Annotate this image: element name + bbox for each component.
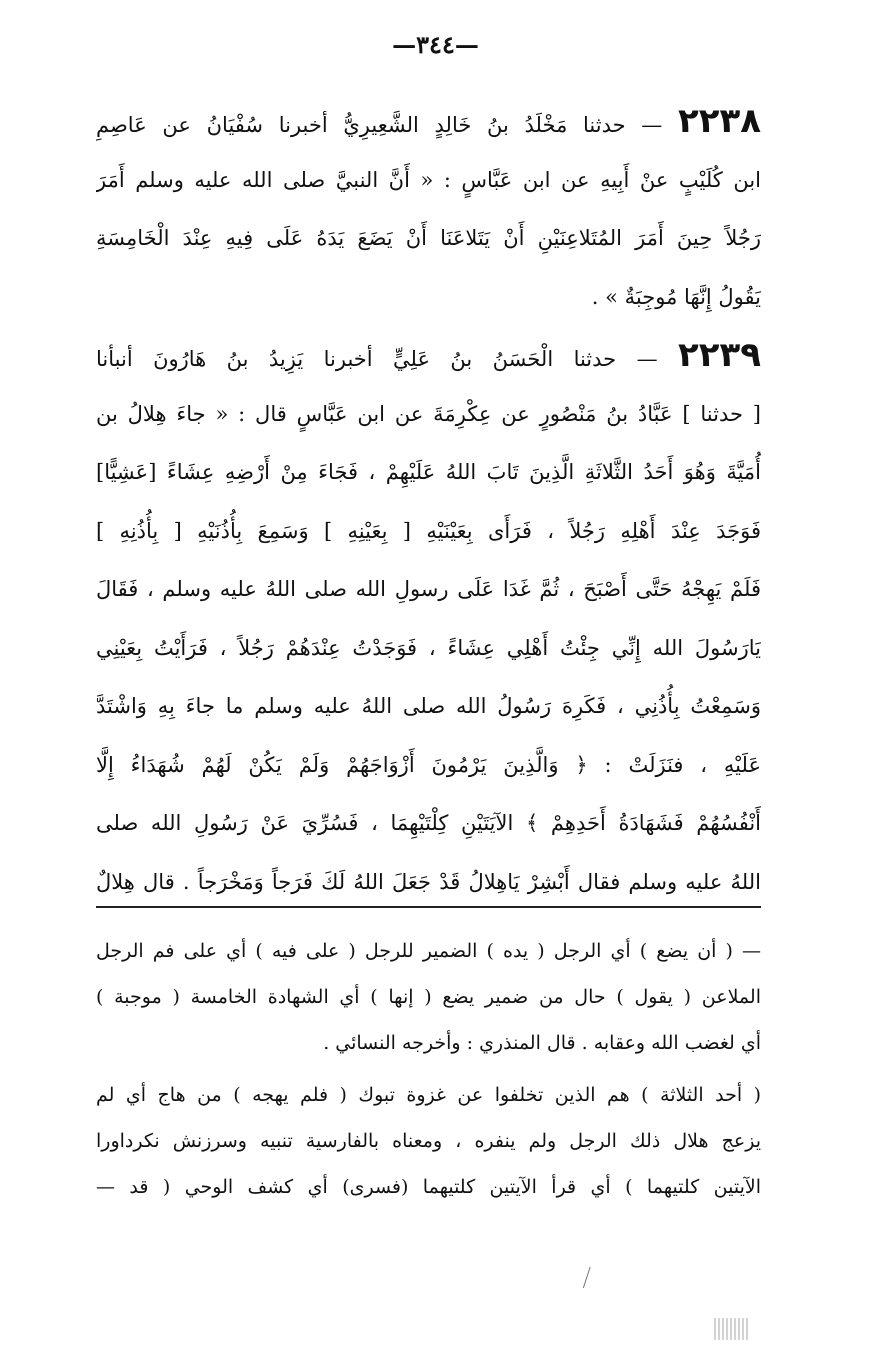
text-line (96, 443, 761, 502)
line-text: أَنْفُسُهُمْ فَشَهَادَةُ أَحَدِهِمْ ﴾ الآيَتَيْنِ كِلْتَيْهِمَا ، فَسُرِّيَ عَنْ رَسُولِ الله صلى (96, 811, 761, 835)
footnotes (96, 928, 761, 1210)
text-line (96, 736, 761, 795)
line-text: — حدثنا مَخْلَدُ بنُ خَالِدٍ الشَّعِيرِيُّ أخبرنا سُفْيَانُ عن عَاصِمِ (96, 113, 678, 137)
hadith-number: ٢٢٣٩ (677, 335, 761, 375)
line-text: وَسَمِعْتُ بِأُذُنِي ، فَكَرِهَ رَسُولُ الله صلى اللهُ عليه وسلم ما جاءَ بِهِ وَاشْتَدَّ (96, 694, 761, 718)
footnote-line: الملاعن ( يقول ) حال من ضمير يضع ( إنها ) أي الشهادة الخامسة ( موجبة ) (96, 986, 761, 1008)
text-line (96, 502, 761, 561)
text-line (96, 677, 761, 736)
line-text: يَارَسُولَ الله إِنِّي جِئْتُ أَهْلِي عِشَاءً ، فَوَجَدْتُ عِنْدَهُمْ رَجُلاً ، فَرَأَيْتُ بِعَيْنِي (96, 635, 761, 660)
footnote-line: أي لغضب الله وعقابه . قال المنذري : وأخرجه النسائي . (323, 1032, 761, 1054)
text-line (96, 326, 761, 385)
line-text: رَجُلاً حِينَ أَمَرَ المُتَلاعِنَيْنِ أَنْ يَتَلاعَنَا أَنْ يَضَعَ يَدَهُ عَلَى فِيهِ عِنْدَ الْخَامِسَةِ (96, 226, 761, 250)
scan-smudge (714, 1318, 748, 1340)
text-line (96, 151, 761, 210)
text-line (96, 385, 761, 444)
hadith-text (96, 92, 761, 911)
text-line (96, 619, 761, 678)
text-line (96, 209, 761, 268)
text-line (96, 794, 761, 853)
stray-pen-mark (583, 1267, 600, 1291)
page-number: —٣٤٤— (392, 30, 479, 59)
line-text: [ حدثنا ] عَبَّادُ بنُ مَنْصُورٍ عن عِكْرِمَةَ عن ابن عَبَّاسٍ قال : « جاءَ هِلالُ بن (96, 401, 761, 426)
text-line (96, 92, 761, 151)
text-line (96, 560, 761, 619)
text-line (96, 853, 761, 912)
line-text: أُمَيَّةَ وَهُوَ أَحَدُ الثَّلاثَةِ الَّذِينَ تَابَ اللهُ عَلَيْهِمْ ، فَجَاءَ مِنْ أَرْضِهِ عِشَاءً [عَشِيًّا] (96, 460, 761, 484)
footnote-line: يزعج هلال ذلك الرجل ولم ينفره ، ومعناه بالفارسية تنبيه وسرزنش نكرداورا (96, 1130, 761, 1152)
line-text: ابن كُلَيْبٍ عنْ أَبِيهِ عن ابن عَبَّاسٍ : « أَنَّ النبيَّ صلى الله عليه وسلم أَمَرَ (96, 167, 761, 192)
line-text: يَقُولُ إِنَّهَا مُوجِبَةٌ » . (591, 284, 761, 309)
hadith-number: ٢٢٣٨ (677, 101, 761, 141)
line-text: فَلَمْ يَهِجْهُ حَتَّى أَصْبَحَ ، ثُمَّ غَدَا عَلَى رسولِ الله صلى اللهُ عليه وسلم ، فَقَالَ (96, 577, 761, 601)
line-text: اللهُ عليه وسلم فقال أَبْشِرْ يَاهِلالُ قَدْ جَعَلَ اللهُ لَكَ فَرَجاً وَمَخْرَجاً . قال هِلالٌ (96, 869, 761, 894)
footnote-line: — ( أن يضع ) أي الرجل ( يده ) الضمير للرجل ( على فيه ) أي على فم الرجل (96, 940, 761, 962)
footnote-line: ( أحد الثلاثة ) هم الذين تخلفوا عن غزوة تبوك ( فلم يهجه ) من هاج أي لم (96, 1084, 761, 1106)
footnote-line: الآيتين كلتيهما ) أي قرأ الآيتين كلتيهما (فسرى) أي كشف الوحي ( قد — (96, 1176, 761, 1198)
line-text: عَلَيْهِ ، فنَزَلَتْ : ﴿ وَالَّذِينَ يَرْمُونَ أَزْوَاجَهُمْ وَلَمْ يَكُنْ لَهُمْ شُهَدَاءُ إِلَّا (96, 752, 761, 777)
footnote-divider (96, 906, 761, 908)
line-text: فَوَجَدَ عِنْدَ أَهْلِهِ رَجُلاً ، فَرَأَى بِعَيْنَيْهِ [ بِعَيْنِهِ ] وَسَمِعَ بِأُذُنَيْهِ [ بِأُذُنِهِ ] (96, 518, 761, 543)
text-line (96, 268, 761, 327)
line-text: — حدثنا الْحَسَنُ بنُ عَلِيٍّ أخبرنا يَزِيدُ بنُ هَارُونَ أنبأنا (96, 347, 678, 371)
